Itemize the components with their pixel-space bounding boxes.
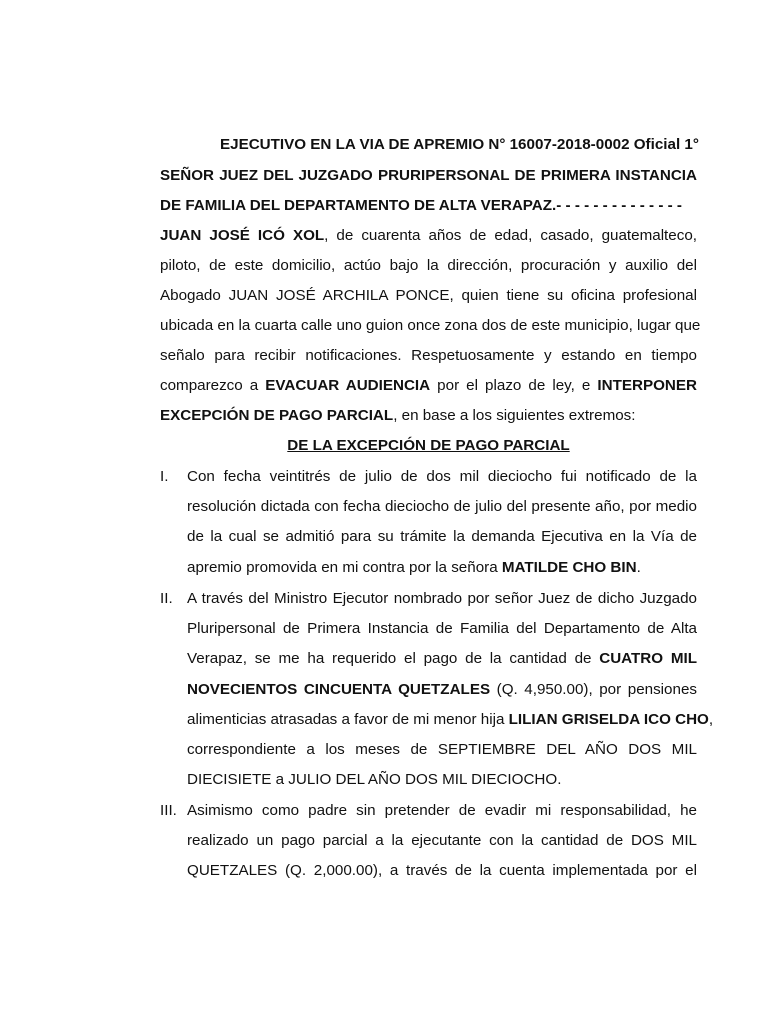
case-reference: EJECUTIVO EN LA VIA DE APREMIO N° 16007-2018-0002 Oficial 1° (220, 136, 699, 153)
item-ii-line-5: alimenticias atrasadas a favor de mi menor hija LILIAN GRISELDA ICO CHO, (187, 711, 714, 728)
item-iii-line-3: QUETZALES (Q. 2,000.00), a través de la cuenta implementada por el (187, 862, 697, 879)
item-i-line-3: de la cual se admitió para su trámite la demanda Ejecutiva en la Vía de (187, 528, 697, 545)
item-ii-line-4: NOVECIENTOS CINCUENTA QUETZALES (Q. 4,950.00), por pensiones (187, 681, 697, 698)
intro-line-7: EXCEPCIÓN DE PAGO PARCIAL, en base a los siguientes extremos: (160, 407, 636, 424)
intro-line-1: JUAN JOSÉ ICÓ XOL, de cuarenta años de edad, casado, guatemalteco, (160, 227, 697, 244)
section-title: DE LA EXCEPCIÓN DE PAGO PARCIAL (287, 437, 570, 454)
addressee-line-2: DE FAMILIA DEL DEPARTAMENTO DE ALTA VERAPAZ.- - - - - - - - - - - - - - (160, 197, 682, 214)
item-iii-line-2: realizado un pago parcial a la ejecutante con la cantidad de DOS MIL (187, 832, 697, 849)
item-number-iii: III. (160, 802, 177, 819)
item-number-i: I. (160, 468, 169, 485)
addressee-line-1: SEÑOR JUEZ DEL JUZGADO PRURIPERSONAL DE PRIMERA INSTANCIA (160, 167, 697, 184)
intro-line-4: ubicada en la cuarta calle uno guion once zona dos de este municipio, lugar que (160, 317, 701, 334)
item-ii-line-3: Verapaz, se me ha requerido el pago de la cantidad de CUATRO MIL (187, 650, 698, 667)
intro-line-3: Abogado JUAN JOSÉ ARCHILA PONCE, quien tiene su oficina profesional (160, 287, 697, 304)
item-ii-line-7: DIECISIETE a JULIO DEL AÑO DOS MIL DIECIOCHO. (187, 771, 562, 788)
item-number-ii: II. (160, 590, 173, 607)
item-ii-line-6: correspondiente a los meses de SEPTIEMBRE DEL AÑO DOS MIL (187, 741, 697, 758)
item-i-line-2: resolución dictada con fecha dieciocho de julio del presente año, por medio (187, 498, 697, 515)
item-i-line-1: Con fecha veintitrés de julio de dos mil dieciocho fui notificado de la (187, 468, 697, 485)
item-i-line-4: apremio promovida en mi contra por la señora MATILDE CHO BIN. (187, 559, 641, 576)
intro-line-5: señalo para recibir notificaciones. Respetuosamente y estando en tiempo (160, 347, 697, 364)
item-ii-line-2: Pluripersonal de Primera Instancia de Familia del Departamento de Alta (187, 620, 697, 637)
intro-line-2: piloto, de este domicilio, actúo bajo la dirección, procuración y auxilio del (160, 257, 697, 274)
item-iii-line-1: Asimismo como padre sin pretender de evadir mi responsabilidad, he (187, 802, 697, 819)
intro-line-6: comparezco a EVACUAR AUDIENCIA por el plazo de ley, e INTERPONER (160, 377, 697, 394)
item-ii-line-1: A través del Ministro Ejecutor nombrado por señor Juez de dicho Juzgado (187, 590, 697, 607)
